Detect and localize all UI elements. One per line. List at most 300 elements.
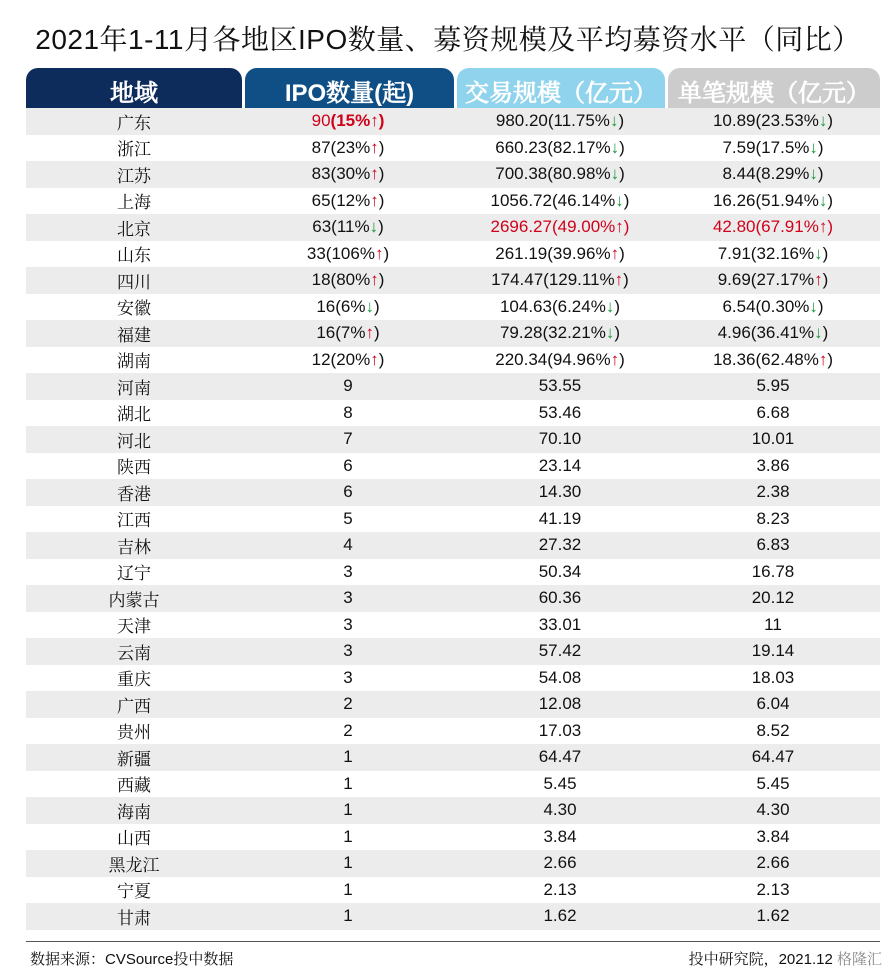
deal-size-value: 2.66 [543, 853, 577, 873]
deal-size-value: 53.55 [538, 376, 582, 396]
ipo-count-value: 1 [343, 747, 353, 767]
single-size-cell [666, 615, 880, 635]
region-name: 浙江 [117, 140, 151, 160]
deal-size-cell: 261.19(39.96%↑) [495, 243, 625, 263]
deal-size-value: 2696.27(49.00% [490, 217, 616, 237]
arrow-down-icon: ↓ [610, 164, 620, 184]
single-size-cell [666, 827, 880, 847]
arrow-up-icon: ↑ [374, 243, 384, 263]
single-size-value: 16.26(51.94% [712, 190, 819, 210]
deal-size-cell [454, 429, 666, 449]
region-cell [26, 718, 242, 743]
deal-size-value: 70.10 [538, 429, 582, 449]
deal-size-value: 27.32 [538, 535, 582, 555]
single-size-value: 11 [764, 614, 782, 634]
single-size-value: 5.45 [756, 773, 790, 793]
table-row [26, 373, 880, 400]
ipo-count-value: 7 [343, 429, 353, 449]
table-row [26, 877, 880, 904]
ipo-count-value: 65 [311, 190, 331, 210]
arrow-up-icon: ↑ [370, 137, 379, 157]
deal-size-value: 2.13 [543, 879, 577, 899]
table-row [26, 850, 880, 877]
arrow-down-icon: ↓ [814, 323, 823, 343]
single-size-cell: 7.91(32.16%↓) [717, 243, 829, 263]
table-row [26, 161, 880, 188]
single-size-cell [666, 694, 880, 714]
single-size-value: 64.47 [751, 747, 795, 767]
deal-size-value: 261.19(39.96% [495, 243, 611, 263]
ipo-count-cell [242, 588, 454, 608]
table-row [26, 135, 880, 162]
single-size-cell [666, 853, 880, 873]
ipo-count-cell: 16(6%↓) [316, 296, 380, 316]
single-size-value: 1.62 [756, 906, 790, 926]
deal-size-value: 64.47 [538, 747, 582, 767]
ipo-change-value: (106% [325, 243, 375, 263]
single-size-cell [666, 800, 880, 820]
deal-size-value: 4.30 [543, 800, 577, 820]
region-name: 内蒙古 [108, 590, 160, 610]
ipo-count-value: 9 [343, 376, 353, 396]
region-cell [26, 480, 242, 505]
arrow-up-icon: ↑ [370, 349, 379, 369]
single-size-value: 19.14 [751, 641, 795, 661]
ipo-count-value: 18 [311, 270, 331, 290]
single-size-cell: 9.69(27.17%↑) [717, 270, 829, 290]
ipo-count-cell [242, 429, 454, 449]
deal-size-value: 79.28(32.21% [499, 323, 606, 343]
ipo-count-value: 3 [343, 641, 353, 661]
ipo-change-value: (80% [330, 270, 371, 290]
credit-date: 2021.12 [778, 951, 833, 968]
region-name: 西藏 [117, 776, 151, 796]
deal-size-cell [454, 853, 666, 873]
ipo-count-value: 1 [343, 800, 353, 820]
region-name: 福建 [117, 325, 151, 345]
single-size-value: 6.83 [756, 535, 790, 555]
table-row [26, 771, 880, 798]
deal-size-value: 12.08 [538, 694, 582, 714]
ipo-count-value: 16 [316, 296, 336, 316]
ipo-count-value: 6 [343, 482, 353, 502]
table-row [26, 294, 880, 321]
single-size-cell: 6.54(0.30%↓) [722, 296, 824, 316]
deal-size-value: 41.19 [538, 508, 582, 528]
ipo-count-cell [242, 853, 454, 873]
ipo-count-cell [242, 774, 454, 794]
region-name: 河南 [117, 378, 151, 398]
single-size-cell [666, 562, 880, 582]
table-row [26, 426, 880, 453]
single-size-value: 3.86 [756, 455, 790, 475]
region-cell [26, 692, 242, 717]
column-header-deal-size: 交易规模（亿元） [457, 68, 665, 108]
region-cell [26, 400, 242, 425]
deal-size-value: 23.14 [538, 455, 582, 475]
single-size-cell: 16.26(51.94%↓) [712, 190, 834, 210]
single-size-cell [666, 668, 880, 688]
ipo-count-value: 2 [343, 694, 353, 714]
ipo-table [26, 108, 880, 930]
table-row [26, 612, 880, 639]
single-size-value: 8.44(8.29% [722, 164, 810, 184]
ipo-count-value: 1 [343, 853, 353, 873]
region-cell [26, 586, 242, 611]
arrow-down-icon: ↓ [809, 164, 818, 184]
single-size-cell: 18.36(62.48%↑) [712, 349, 834, 369]
ipo-change-value: (15% [330, 111, 371, 131]
ipo-count-value: 83 [311, 164, 331, 184]
single-size-value: 10.89(23.53% [712, 111, 819, 131]
ipo-count-cell: 63(11%↓) [312, 217, 384, 237]
region-cell [26, 109, 242, 134]
single-size-value: 2.38 [756, 482, 790, 502]
ipo-count-cell: 90(15%↑) [311, 111, 385, 131]
region-name: 香港 [117, 484, 151, 504]
single-size-value: 6.68 [756, 402, 790, 422]
single-size-cell: 10.89(23.53%↓) [712, 111, 834, 131]
deal-size-value: 980.20(11.75% [495, 111, 610, 131]
region-cell [26, 639, 242, 664]
single-size-value: 18.03 [751, 667, 795, 687]
single-size-value: 10.01 [751, 429, 795, 449]
table-row [26, 691, 880, 718]
single-size-value: 6.04 [756, 694, 790, 714]
ipo-count-cell: 33(106%↑) [306, 243, 390, 263]
single-size-value: 2.13 [756, 879, 790, 899]
arrow-up-icon: ↑ [370, 190, 379, 210]
table-row [26, 824, 880, 851]
single-size-cell [666, 721, 880, 741]
deal-size-value: 3.84 [543, 826, 577, 846]
region-cell [26, 665, 242, 690]
column-header-region: 地域 [26, 68, 242, 108]
deal-size-cell: 104.63(6.24%↓) [499, 296, 621, 316]
table-row [26, 638, 880, 665]
table-row [26, 108, 880, 135]
ipo-count-value: 1 [343, 906, 353, 926]
deal-size-cell [454, 774, 666, 794]
ipo-count-value: 63 [312, 217, 332, 237]
credit-text: 投中研究院， [688, 951, 779, 968]
table-row [26, 797, 880, 824]
deal-size-value: 53.46 [538, 402, 582, 422]
deal-size-cell: 220.34(94.96%↑) [495, 349, 625, 369]
deal-size-value: 1056.72(46.14% [490, 190, 616, 210]
deal-size-value: 5.45 [543, 773, 577, 793]
deal-size-cell [454, 906, 666, 926]
region-name: 山西 [117, 829, 151, 849]
deal-size-cell [454, 747, 666, 767]
ipo-count-value: 12 [311, 349, 331, 369]
single-size-cell [666, 747, 880, 767]
region-cell [26, 162, 242, 187]
ipo-count-value: 2 [343, 720, 353, 740]
ipo-count-cell [242, 906, 454, 926]
deal-size-cell: 660.23(82.17%↓) [495, 137, 625, 157]
ipo-count-value: 90 [311, 111, 331, 131]
arrow-down-icon: ↓ [610, 137, 620, 157]
deal-size-value: 17.03 [538, 720, 582, 740]
single-size-cell [666, 429, 880, 449]
single-size-cell [666, 456, 880, 476]
ipo-change-value: (12% [330, 190, 371, 210]
region-cell [26, 321, 242, 346]
ipo-count-value: 87 [311, 137, 331, 157]
ipo-count-value: 3 [343, 667, 353, 687]
ipo-count-value: 4 [343, 535, 353, 555]
table-row [26, 665, 880, 692]
region-name: 湖南 [117, 352, 151, 372]
arrow-down-icon: ↓ [809, 137, 818, 157]
page-title: 2021年1-11月各地区IPO数量、募资规模及平均募资水平（同比） [35, 24, 861, 55]
region-cell [26, 904, 242, 929]
ipo-change-value: (23% [330, 137, 371, 157]
region-cell [26, 798, 242, 823]
deal-size-cell [454, 376, 666, 396]
arrow-down-icon: ↓ [369, 217, 379, 237]
ipo-change-value: (7% [335, 323, 366, 343]
ipo-count-cell [242, 456, 454, 476]
ipo-count-cell [242, 562, 454, 582]
deal-size-cell: 79.28(32.21%↓) [499, 323, 621, 343]
arrow-down-icon: ↓ [615, 190, 624, 210]
table-row [26, 241, 880, 268]
region-cell [26, 427, 242, 452]
single-size-value: 18.36(62.48% [712, 349, 819, 369]
single-size-value: 20.12 [751, 588, 795, 608]
region-name: 广东 [117, 113, 151, 133]
region-cell [26, 824, 242, 849]
region-cell [26, 533, 242, 558]
deal-size-cell [454, 456, 666, 476]
region-name: 天津 [117, 617, 151, 637]
table-row [26, 400, 880, 427]
ipo-count-cell [242, 721, 454, 741]
region-cell [26, 453, 242, 478]
region-name: 广西 [117, 696, 151, 716]
ipo-count-value: 8 [343, 402, 353, 422]
region-cell [26, 851, 242, 876]
deal-size-cell [454, 800, 666, 820]
single-size-value: 9.69(27.17% [717, 270, 815, 290]
ipo-count-value: 5 [343, 508, 353, 528]
ipo-count-cell [242, 668, 454, 688]
table-row [26, 267, 880, 294]
region-cell [26, 374, 242, 399]
arrow-up-icon: ↑ [818, 349, 828, 369]
ipo-count-cell [242, 509, 454, 529]
ipo-count-cell [242, 800, 454, 820]
ipo-count-cell [242, 535, 454, 555]
single-size-value: 2.66 [756, 853, 790, 873]
ipo-count-value: 33 [306, 243, 326, 263]
region-cell [26, 612, 242, 637]
ipo-count-value: 6 [343, 455, 353, 475]
deal-size-cell [454, 668, 666, 688]
ipo-count-value: 1 [343, 773, 353, 793]
ipo-count-cell [242, 880, 454, 900]
region-name: 黑龙江 [108, 855, 160, 875]
region-cell [26, 294, 242, 319]
single-size-value: 5.95 [756, 376, 790, 396]
deal-size-cell [454, 509, 666, 529]
single-size-cell [666, 906, 880, 926]
single-size-value: 4.30 [756, 800, 790, 820]
single-size-cell: 8.44(8.29%↓) [722, 164, 824, 184]
ipo-count-cell [242, 403, 454, 423]
ipo-count-cell: 12(20%↑) [311, 349, 385, 369]
single-size-value: 4.96(36.41% [717, 323, 815, 343]
deal-size-cell [454, 827, 666, 847]
single-size-value: 3.84 [756, 826, 790, 846]
ipo-change-value: (6% [335, 296, 366, 316]
region-name: 云南 [117, 643, 151, 663]
arrow-down-icon: ↓ [609, 111, 619, 131]
arrow-down-icon: ↓ [605, 296, 615, 316]
region-cell [26, 559, 242, 584]
region-name: 四川 [117, 272, 151, 292]
table-row [26, 718, 880, 745]
region-name: 上海 [117, 193, 151, 213]
ipo-count-cell [242, 482, 454, 502]
single-size-value: 7.59(17.5% [722, 137, 810, 157]
deal-size-cell: 174.47(129.11%↑) [491, 270, 629, 290]
region-cell [26, 215, 242, 240]
region-name: 江苏 [117, 166, 151, 186]
arrow-up-icon: ↑ [614, 270, 624, 290]
region-cell [26, 268, 242, 293]
arrow-down-icon: ↓ [365, 296, 374, 316]
table-row [26, 453, 880, 480]
deal-size-value: 54.08 [538, 667, 582, 687]
deal-size-value: 14.30 [538, 482, 582, 502]
watermark-logo: 格隆汇 [836, 951, 882, 968]
column-header-single-size: 单笔规模（亿元） [668, 68, 880, 108]
table-bottom-divider [26, 941, 880, 942]
arrow-up-icon: ↑ [370, 111, 379, 131]
table-row [26, 479, 880, 506]
single-size-cell [666, 376, 880, 396]
table-row [26, 585, 880, 612]
single-size-cell [666, 482, 880, 502]
ipo-count-cell: 18(80%↑) [311, 270, 385, 290]
credit-note [689, 948, 882, 969]
single-size-cell: 4.96(36.41%↓) [717, 323, 829, 343]
region-cell [26, 745, 242, 770]
region-name: 吉林 [117, 537, 151, 557]
deal-size-value: 57.42 [538, 641, 582, 661]
region-name: 山东 [117, 246, 151, 266]
single-size-cell [666, 641, 880, 661]
region-name: 安徽 [117, 299, 151, 319]
table-row [26, 188, 880, 215]
ipo-count-value: 16 [316, 323, 336, 343]
arrow-up-icon: ↑ [615, 217, 624, 237]
deal-size-value: 700.38(80.98% [495, 164, 611, 184]
ipo-count-value: 3 [343, 588, 353, 608]
table-row [26, 903, 880, 930]
deal-size-value: 60.36 [538, 588, 582, 608]
region-cell [26, 241, 242, 266]
region-name: 贵州 [117, 723, 151, 743]
single-size-cell [666, 774, 880, 794]
arrow-up-icon: ↑ [610, 243, 620, 263]
region-cell [26, 877, 242, 902]
single-size-value: 42.80(67.91% [712, 217, 819, 237]
deal-size-cell [454, 535, 666, 555]
single-size-cell [666, 588, 880, 608]
arrow-up-icon: ↑ [370, 270, 379, 290]
deal-size-cell [454, 615, 666, 635]
ipo-count-cell: 65(12%↑) [311, 190, 385, 210]
region-name: 湖北 [117, 405, 151, 425]
deal-size-cell: 980.20(11.75%↓) [495, 111, 625, 131]
deal-size-value: 660.23(82.17% [495, 137, 611, 157]
table-row [26, 214, 880, 241]
deal-size-cell [454, 721, 666, 741]
single-size-cell [666, 509, 880, 529]
single-size-value: 8.23 [756, 508, 790, 528]
deal-size-cell [454, 482, 666, 502]
deal-size-cell [454, 588, 666, 608]
ipo-count-cell [242, 747, 454, 767]
arrow-down-icon: ↓ [814, 243, 823, 263]
table-row [26, 347, 880, 374]
region-name: 河北 [117, 431, 151, 451]
single-size-value: 8.52 [756, 720, 790, 740]
arrow-down-icon: ↓ [809, 296, 818, 316]
deal-size-cell [454, 562, 666, 582]
arrow-up-icon: ↑ [610, 349, 620, 369]
table-row [26, 532, 880, 559]
region-cell [26, 506, 242, 531]
arrow-down-icon: ↓ [818, 111, 828, 131]
ipo-count-cell [242, 641, 454, 661]
arrow-up-icon: ↑ [818, 217, 828, 237]
ipo-count-cell [242, 615, 454, 635]
deal-size-cell [454, 641, 666, 661]
deal-size-cell [454, 403, 666, 423]
deal-size-cell [454, 880, 666, 900]
single-size-value: 6.54(0.30% [722, 296, 810, 316]
region-cell [26, 771, 242, 796]
region-name: 甘肃 [117, 908, 151, 928]
ipo-count-cell: 87(23%↑) [311, 137, 385, 157]
single-size-value: 16.78 [751, 561, 795, 581]
ipo-change-value: (30% [330, 164, 371, 184]
region-name: 陕西 [117, 458, 151, 478]
deal-size-cell: 700.38(80.98%↓) [495, 164, 625, 184]
deal-size-value: 104.63(6.24% [499, 296, 606, 316]
deal-size-cell [454, 694, 666, 714]
deal-size-value: 33.01 [538, 614, 582, 634]
deal-size-value: 1.62 [543, 906, 577, 926]
deal-size-value: 174.47(129.11% [491, 270, 615, 290]
arrow-down-icon: ↓ [818, 190, 828, 210]
region-name: 海南 [117, 802, 151, 822]
ipo-count-cell [242, 376, 454, 396]
table-row [26, 744, 880, 771]
single-size-cell [666, 403, 880, 423]
region-name: 重庆 [117, 670, 151, 690]
deal-size-value: 220.34(94.96% [495, 349, 611, 369]
table-row [26, 559, 880, 586]
ipo-count-value: 3 [343, 561, 353, 581]
ipo-count-cell: 16(7%↑) [316, 323, 380, 343]
ipo-count-value: 3 [343, 614, 353, 634]
